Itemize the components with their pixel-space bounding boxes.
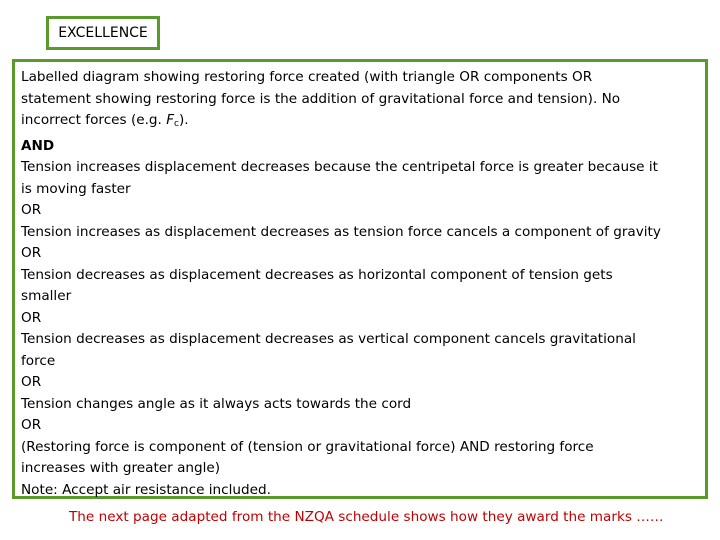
criteria-box: [12, 59, 708, 499]
criteria-line: Tension increases displacement decreases because the centripetal force is greater because it: [21, 159, 658, 175]
criteria-line: is moving faster: [21, 180, 131, 197]
or-connector: OR: [21, 374, 42, 390]
force-subscript: c: [174, 119, 179, 129]
and-connector: AND: [21, 137, 55, 154]
criteria-line-forces: [21, 110, 699, 136]
excellence-heading: EXCELLENCE: [58, 25, 148, 41]
criteria-text: ).: [179, 112, 189, 128]
criteria-line: statement showing restoring force is the addition of gravitational force and tension). No: [21, 90, 621, 107]
criteria-line: (Restoring force is component of (tension or gravitational force) AND restoring force: [21, 438, 594, 455]
criteria-line: Labelled diagram showing restoring force created (with triangle OR components OR: [21, 69, 593, 85]
or-connector: OR: [21, 202, 42, 218]
force-symbol: F: [166, 112, 175, 128]
or-connector: OR: [21, 309, 42, 326]
criteria-line: Tension decreases as displacement decreases as horizontal component of tension gets: [21, 266, 613, 283]
note-line: Note: Accept air resistance included.: [21, 481, 271, 498]
criteria-text: incorrect forces (e.g.: [21, 112, 167, 128]
criteria-line: Tension changes angle as it always acts towards the cord: [21, 395, 412, 412]
criteria-line: Tension increases as displacement decreases as tension force cancels a component of gravity: [21, 223, 661, 240]
footer-note: The next page adapted from the NZQA schedule shows how they award the marks ……: [69, 509, 664, 525]
or-connector: OR: [21, 417, 42, 433]
criteria-line: Tension decreases as displacement decreases as vertical component cancels gravitational: [21, 331, 636, 347]
excellence-heading-box: [46, 16, 160, 50]
criteria-line: smaller: [21, 288, 72, 304]
criteria-line: increases with greater angle): [21, 460, 221, 476]
criteria-line: force: [21, 352, 56, 369]
or-connector: OR: [21, 245, 42, 261]
